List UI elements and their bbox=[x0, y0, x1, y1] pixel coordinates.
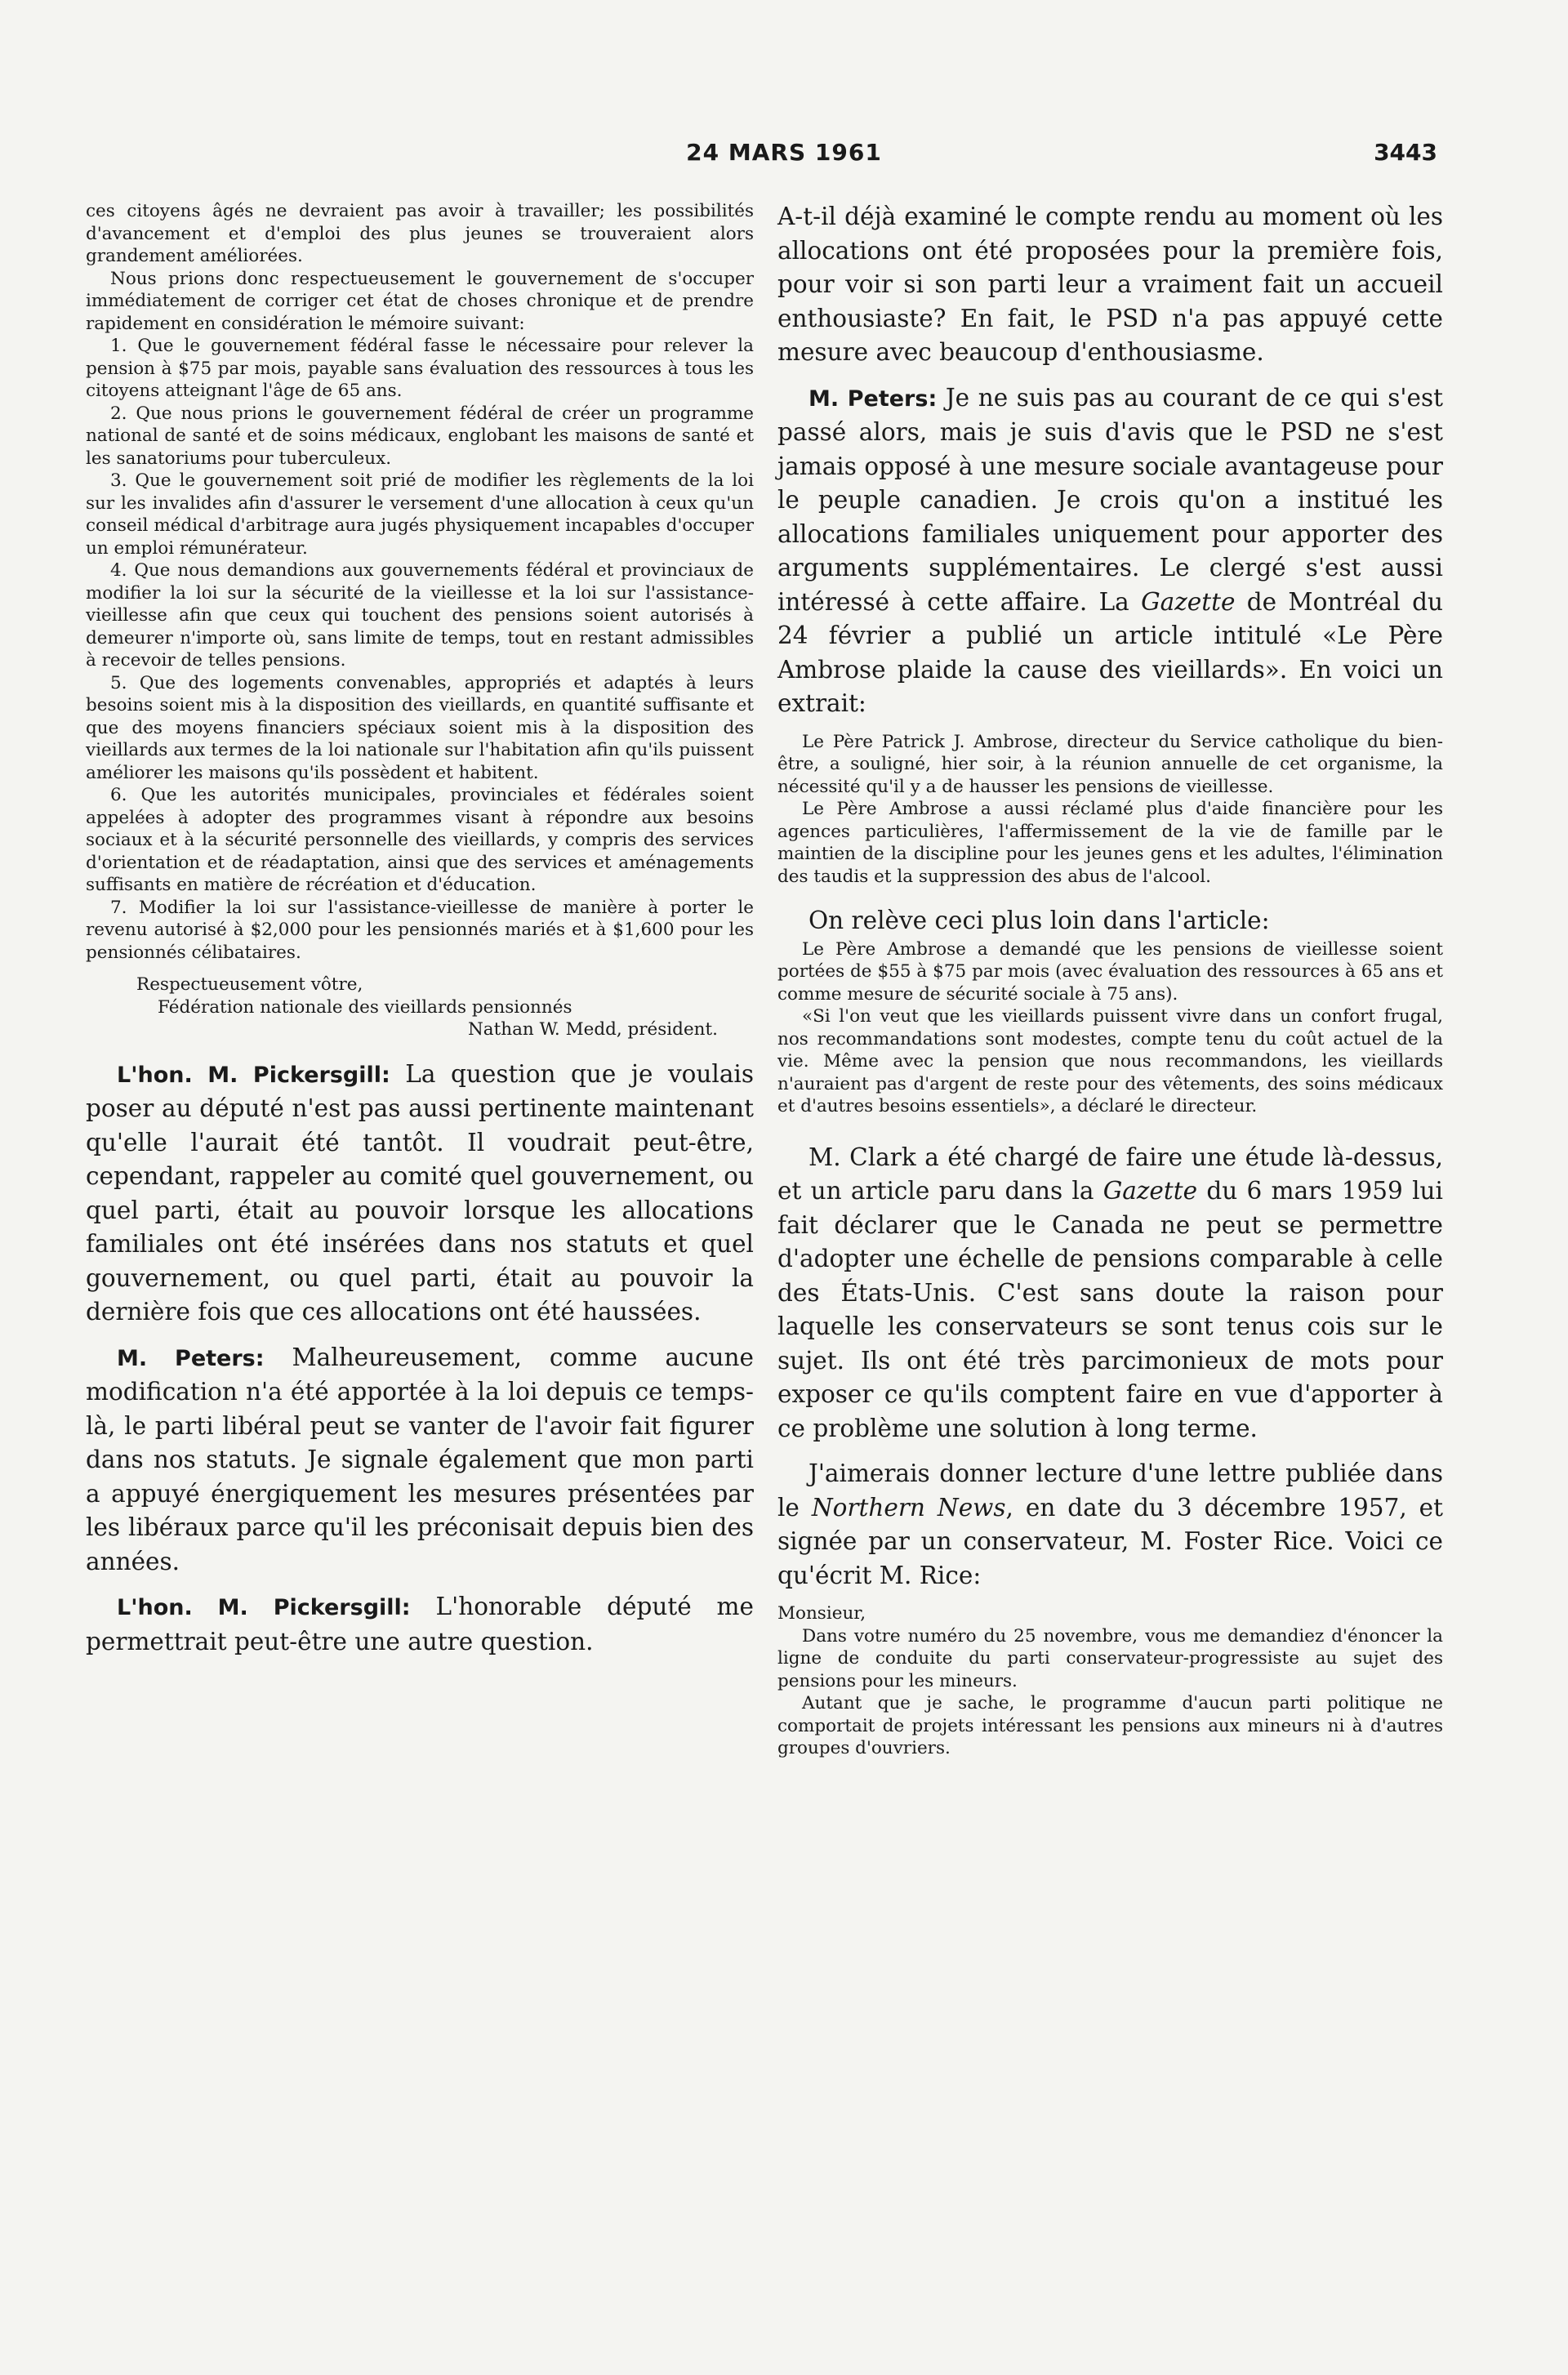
signature-organization: Fédération nationale des vieillards pensionnés bbox=[158, 996, 572, 1018]
speech-text: Malheureusement, comme aucune modification n'a été apportée à la loi depuis ce temps-là, le parti libéral peut se vanter de l'avoir fait figurer dans nos statuts. Je signale également que mon parti a appuyé énergiquement les mesures présentées par les libéraux parce qu'il les préconisait depuis bien des années. bbox=[86, 1343, 755, 1575]
speaker-name: L'hon. M. Pickersgill: bbox=[117, 1062, 390, 1088]
list-item: 2. Que nous prions le gouvernement fédéral de créer un programme national de santé et de soins médicaux, englobant les maisons de santé et les sanatoriums pour tuberculeux. bbox=[86, 403, 754, 469]
speaker-name: M. Peters: bbox=[117, 1345, 265, 1371]
letter-quotation bbox=[777, 1602, 1443, 1760]
speech bbox=[86, 1058, 754, 1330]
quotation bbox=[777, 938, 1443, 1118]
quote-paragraph: «Si l'on veut que les vieillards puissent vivre dans un confort frugal, nos recommandations sont modestes, compte tenu du coût actuel de la vie. Même avec la pension que nous recommandons, les vieillards n'auraient pas d'argent de reste pour des vêtements, des soins médicaux et d'autres besoins essentiels», a déclaré le directeur. bbox=[777, 1006, 1443, 1116]
list-item: 3. Que le gouvernement soit prié de modifier les règlements de la loi sur les invalides afin d'assurer le versement d'une allocation à ceux qu'un conseil médical d'arbitrage aura jugés physiquement incapables d'occuper un emploi rémunérateur. bbox=[86, 470, 754, 559]
speech bbox=[86, 1341, 754, 1580]
quote-paragraph: Le Père Ambrose a demandé que les pensions de vieillesse soient portées de $55 à $75 par mois (avec évaluation des ressources à 65 ans et comme mesure de sécurité sociale à 75 ans). bbox=[777, 938, 1443, 1005]
header-date: 24 MARS 1961 bbox=[686, 139, 882, 166]
speaker-name: M. Peters: bbox=[808, 385, 938, 412]
paragraph: J'aimerais donner lecture d'une lettre publiée dans le Northern News, en date du 3 décembre 1957, et signée par un conservateur, M. Foster Rice. Voici ce qu'écrit M. Rice: bbox=[777, 1459, 1443, 1589]
paragraph: Nous prions donc respectueusement le gouvernement de s'occuper immédiatement de corriger cet état de choses chronique et de prendre rapidement en considération le mémoire suivant: bbox=[86, 268, 754, 334]
quote-paragraph: Le Père Patrick J. Ambrose, directeur du Service catholique du bien-être, a souligné, hier soir, à la réunion annuelle de cet organisme, la nécessité qu'il y a de hausser les pensions de vieillesse. bbox=[777, 731, 1443, 797]
speech bbox=[86, 1590, 754, 1659]
list-item: 4. Que nous demandions aux gouvernements fédéral et provinciaux de modifier la loi sur la sécurité de la vieillesse et la loi sur l'assistance-vieillesse afin que ceux qui touchent des pensions soient autorisés à demeurer n'importe où, sans limite de temps, tout en restant admissibles à recevoir de telles pensions. bbox=[86, 560, 754, 671]
right-column bbox=[777, 200, 1443, 1760]
list-item: 7. Modifier la loi sur l'assistance-vieillesse de manière à porter le revenu autorisé à $2,000 pour les pensionnés mariés et à $1,600 pour les pensionnés célibataires. bbox=[86, 897, 754, 963]
speech: M. Peters: Je ne suis pas au courant de ce qui s'est passé alors, mais je suis d'avis que le PSD ne s'est jamais opposé à une mesure sociale avantageuse pour le peuple canadien. Je crois qu'on a institué les allocations familiales uniquement pour apporter des arguments supplémentaires. Le clergé s'est aussi intéressé à cette affaire. La Gazette de Montréal du 24 février a publié un article intitulé «Le Père Ambrose plaide la cause des vieillards». En voici un extrait: bbox=[777, 383, 1443, 717]
paragraph: M. Clark a été chargé de faire une étude là-dessus, et un article paru dans la Gazette du 6 mars 1959 lui fait déclarer que le Canada ne peut se permettre d'adopter une échelle de pensions comparable à celle des États-Unis. C'est sans doute la raison pour laquelle les conservateurs se sont tenus cois sur le sujet. Ils ont été très parcimonieux de mots pour exposer ce qu'ils comptent faire en vue d'apporter à ce problème une solution à long terme. bbox=[777, 1143, 1443, 1442]
speech-text: La question que je voulais poser au député n'est pas aussi pertinente maintenant qu'elle l'aurait été tantôt. Il voudrait peut-être, cependant, rappeler au comité quel gouvernement, ou quel parti, était au pouvoir lorsque les allocations familiales ont été insérées dans nos statuts et quel gouvernement, ou quel parti, était au pouvoir la dernière fois que ces allocations ont été haussées. bbox=[86, 1059, 755, 1326]
quotation bbox=[777, 731, 1443, 889]
signature-closing: Respectueusement vôtre, bbox=[136, 974, 363, 995]
list-item: 1. Que le gouvernement fédéral fasse le nécessaire pour relever la pension à $75 par mois, payable sans évaluation des ressources à tous les citoyens atteignant l'âge de 65 ans. bbox=[86, 336, 754, 401]
paragraph: ces citoyens âgés ne devraient pas avoir à travailler; les possibilités d'avancement et d'emploi des plus jeunes se trouveraient alors grandement améliorées. bbox=[86, 201, 754, 266]
paragraph: A-t-il déjà examiné le compte rendu au moment où les allocations ont été proposées pour la première fois, pour voir si son parti leur a vraiment fait un accueil enthousiaste? En fait, le PSD n'a pas appuyé cette mesure avec beaucoup d'enthousiasme. bbox=[777, 203, 1443, 366]
memorial-text bbox=[86, 200, 754, 1041]
page-number: 3443 bbox=[1374, 139, 1437, 166]
left-column bbox=[86, 200, 754, 1659]
list-item: 5. Que des logements convenables, appropriés et adaptés à leurs besoins soient mis à la disposition des vieillards, en quantité suffisante et que des moyens financiers spéciaux soient mis à la disposition des vieillards aux termes de la loi nationale sur l'habitation afin qu'ils puissent améliorer les maisons qu'ils possèdent et habitent. bbox=[86, 672, 754, 783]
letter-salutation: Monsieur, bbox=[777, 1603, 866, 1624]
quote-paragraph: Autant que je sache, le programme d'aucun parti politique ne comportait de projets intéressant les pensions aux mineurs ni à d'autres groupes d'ouvriers. bbox=[777, 1693, 1443, 1758]
signature-name: Nathan W. Medd, président. bbox=[467, 1019, 718, 1040]
paragraph: On relève ceci plus loin dans l'article: bbox=[808, 907, 1270, 934]
quote-paragraph: Dans votre numéro du 25 novembre, vous me demandiez d'énoncer la ligne de conduite du parti conservateur-progressiste au sujet des pensions pour les mineurs. bbox=[777, 1625, 1443, 1691]
speaker-name: L'hon. M. Pickersgill: bbox=[117, 1595, 411, 1620]
quote-paragraph: Le Père Ambrose a aussi réclamé plus d'aide financière pour les agences particulières, l'affermissement de la vie de famille par le maintien de la discipline pour les jeunes gens et les adultes, l'élimination des taudis et la suppression des abus de l'alcool. bbox=[777, 799, 1443, 887]
speech-text: L'honorable député me permettrait peut-être une autre question. bbox=[86, 1593, 754, 1655]
list-item: 6. Que les autorités municipales, provinciales et fédérales soient appelées à adopter des programmes visant à répondre aux besoins sociaux et à la sécurité personnelle des vieillards, y compris des services d'orientation et de réadaptation, ainsi que des services et aménagements suffisants en matière de récréation et d'éducation. bbox=[86, 785, 754, 895]
page-header bbox=[0, 139, 1568, 172]
